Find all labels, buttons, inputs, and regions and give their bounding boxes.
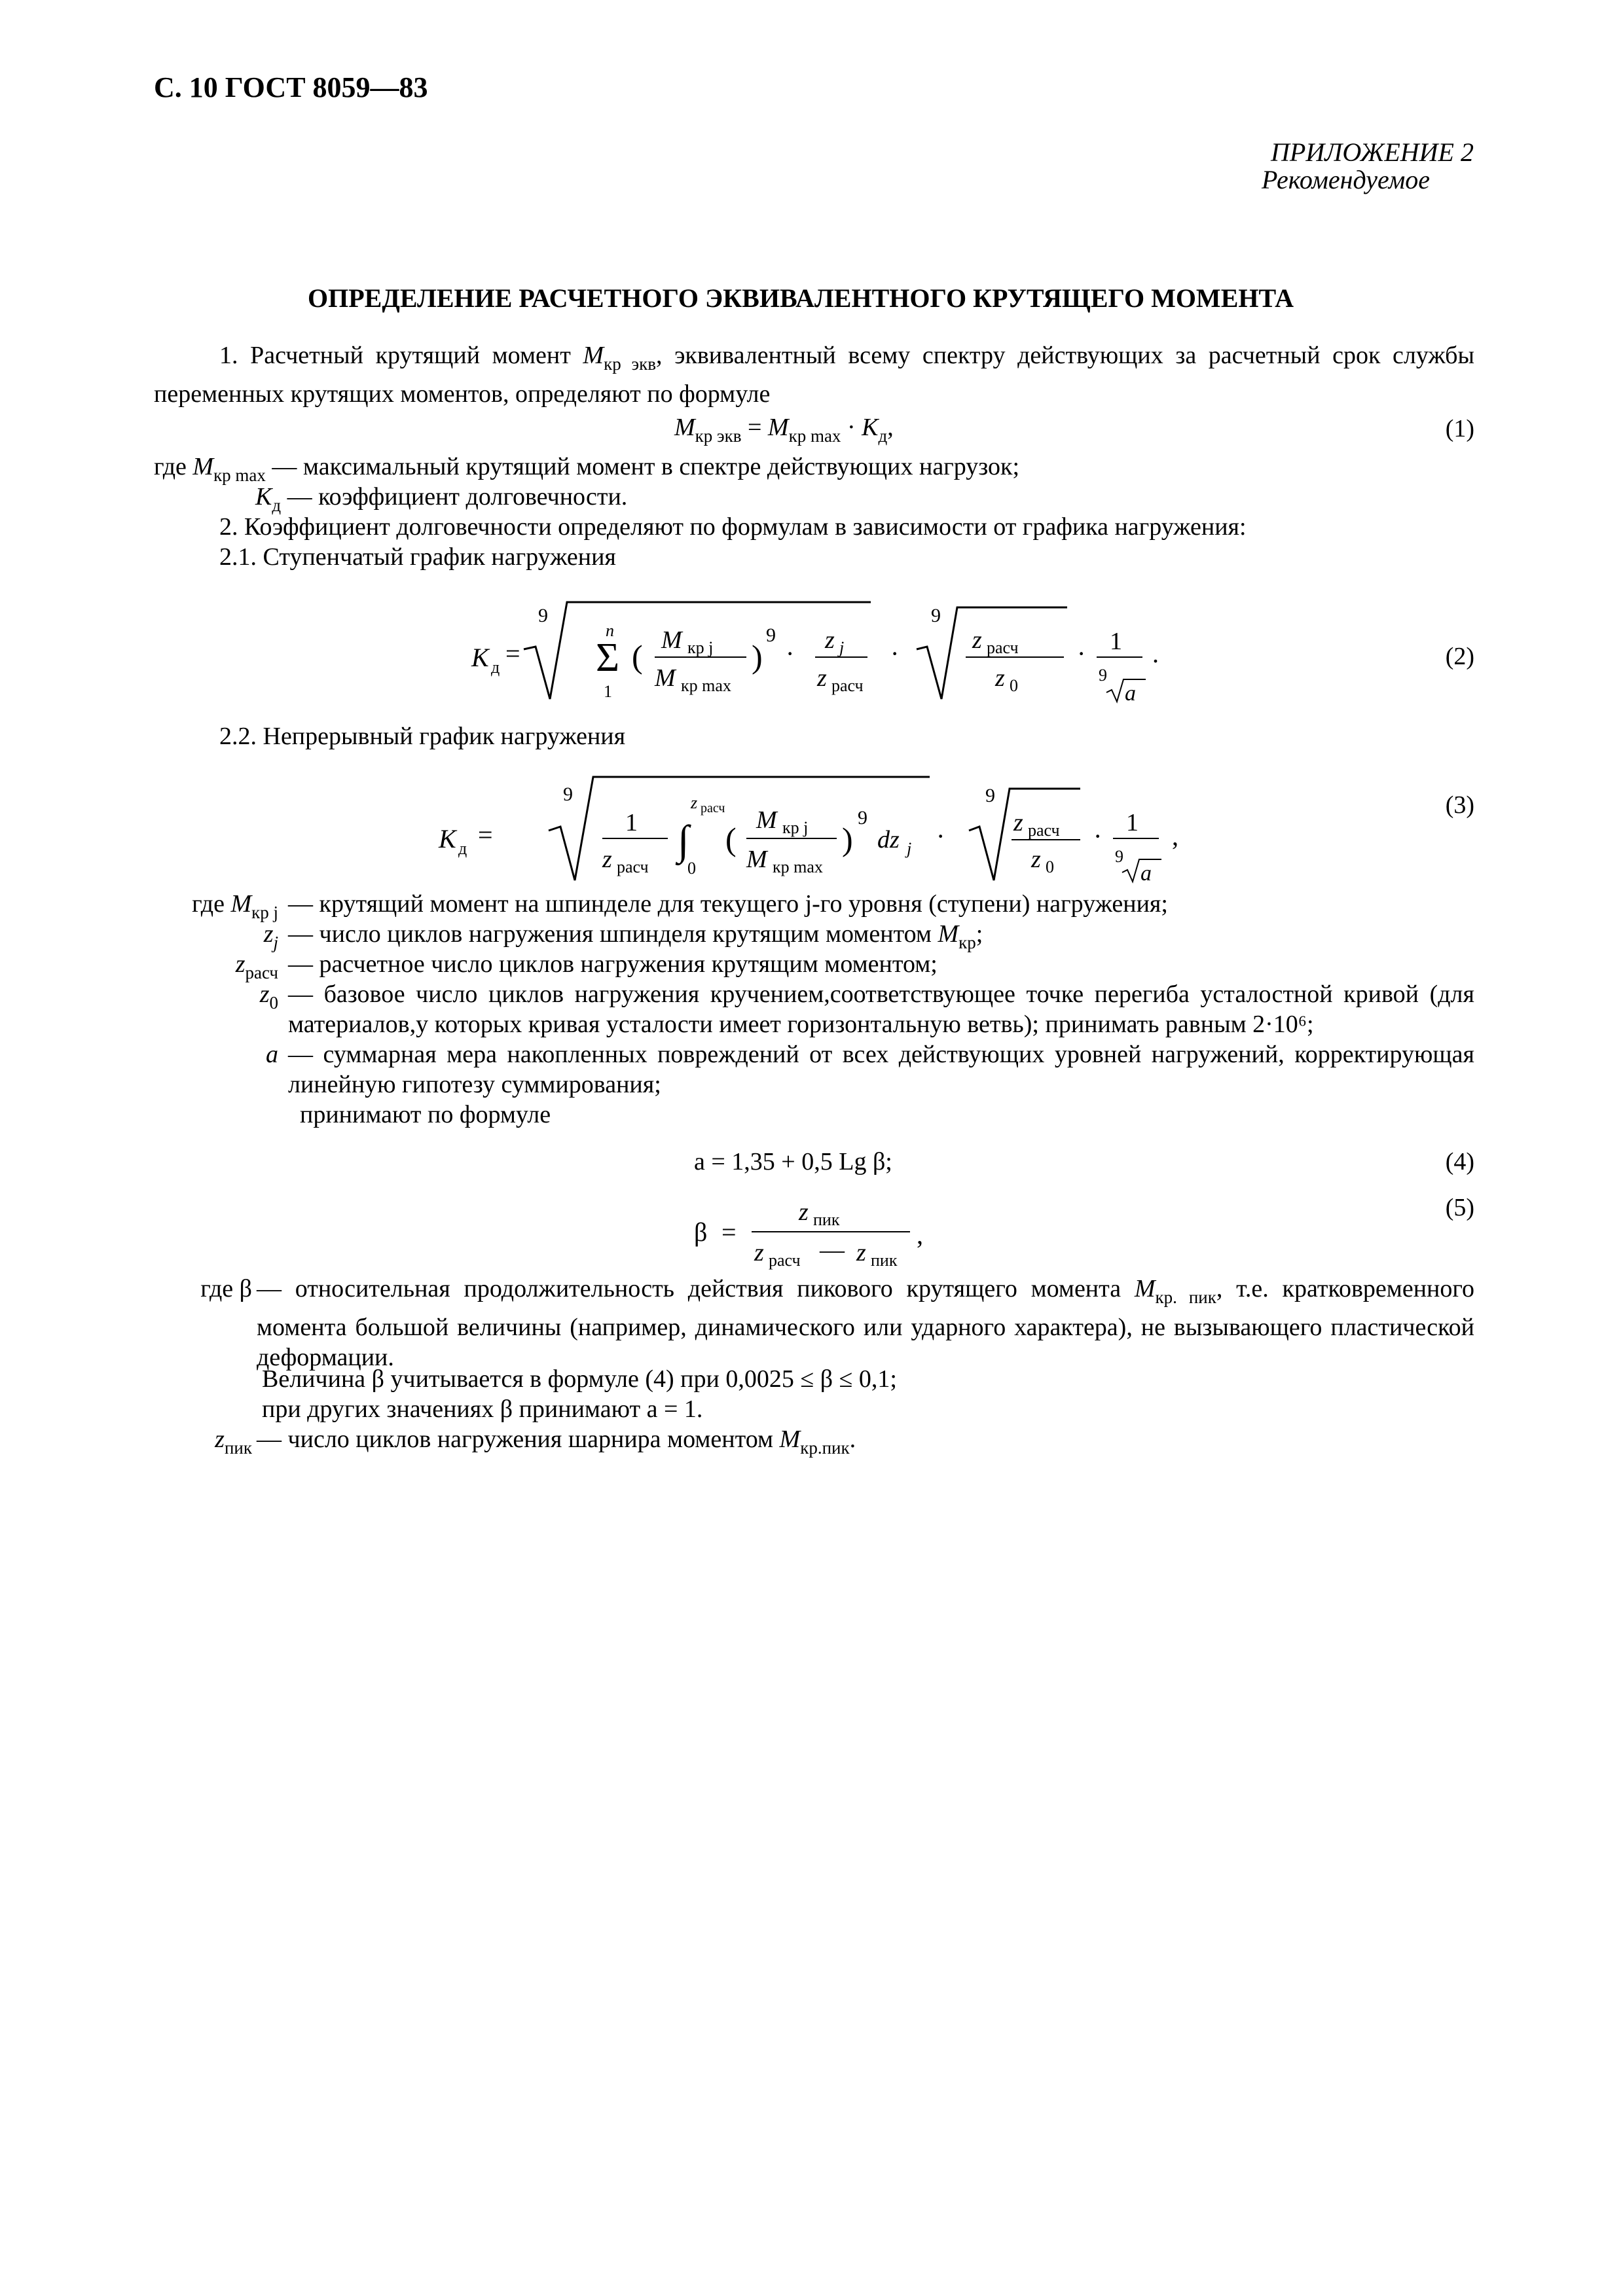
- section1-text-b: , эквивалентный всему спектру действующих за расчетный срок службы переменных крутящих моментов, определяют по формуле: [154, 342, 1474, 408]
- equation-2-number: (2): [1445, 643, 1474, 670]
- beta-note-1: Величина β учитывается в формуле (4) при 0,0025 ≤ β ≤ 0,1;: [262, 1365, 897, 1393]
- def-mmax-text: — максимальный крутящий момент в спектре действующих нагрузок;: [272, 453, 1020, 480]
- eq2-zj-sub: j: [839, 638, 845, 657]
- eq3-num-sub: кр j: [782, 818, 809, 837]
- svg-text:): ): [752, 638, 763, 675]
- eq5-den-z2: z: [856, 1239, 866, 1266]
- svg-text:=: =: [721, 1217, 737, 1247]
- def-beta-beta: β: [239, 1275, 252, 1302]
- eq5-num-z: z: [799, 1198, 809, 1226]
- eq1-m2: M: [767, 414, 789, 441]
- sub-ekv: кр экв: [604, 354, 656, 374]
- eq3-z0-sub: 0: [1046, 857, 1054, 876]
- def-beta-text: [257, 1274, 1474, 1372]
- def-zrasch-z: z: [235, 950, 246, 978]
- def-beta-where: где: [200, 1275, 234, 1302]
- symbol-m: M: [583, 342, 604, 369]
- def-zpik-z: z: [215, 1426, 225, 1453]
- eq3-frac-a: a: [1140, 861, 1152, 886]
- eq2-den-sub: кр max: [681, 676, 731, 695]
- def-z0-z: z: [259, 980, 270, 1008]
- eq3-root2-index: 9: [985, 785, 995, 806]
- eq3-int-lower: 0: [687, 859, 696, 878]
- svg-text:): ): [842, 821, 853, 857]
- def-zpik-sub: пик: [224, 1438, 252, 1458]
- def-zj-text: — число циклов нагружения шпинделя крутящим моментом $M_{кр}$;: [288, 920, 983, 952]
- eq2-num-m: M: [661, 626, 682, 654]
- section1-text-a: 1. Расчетный крутящий момент: [219, 342, 571, 369]
- def-zpik-text: — число циклов нагружения шарнира моментом $M_{кр.пик}$.: [257, 1426, 856, 1458]
- def-a-a: a: [266, 1041, 278, 1068]
- eq5-den-sub1: расч: [769, 1251, 801, 1270]
- svg-text:·: ·: [786, 639, 795, 668]
- svg-text:·: ·: [1093, 821, 1103, 851]
- eq3-power: 9: [858, 807, 867, 829]
- def-kd-sub: д: [272, 495, 282, 515]
- section2-step: 2.1. Ступенчатый график нагружения: [219, 543, 616, 571]
- eq5-den-z1: z: [754, 1239, 764, 1266]
- svg-text:—: —: [820, 1236, 845, 1264]
- eq3-den-sub: расч: [617, 857, 649, 876]
- eq1-k: K: [862, 414, 879, 441]
- eq3-den-m: M: [746, 846, 767, 873]
- def-zrasch-text: — расчетное число циклов нагружения крутящим моментом;: [288, 950, 938, 978]
- def-zj-z: z: [263, 920, 274, 948]
- eq3-num-one: 1: [625, 809, 638, 836]
- def-zpik-text-a: — число циклов нагружения шарнира моментом: [257, 1426, 774, 1453]
- eq2-frac-a: a: [1125, 681, 1136, 706]
- eq2-zr: z: [817, 664, 827, 692]
- eq2-den-m: M: [655, 664, 676, 692]
- eq2-root2-index: 9: [931, 605, 941, 626]
- eq2-z0: z: [995, 664, 1005, 692]
- eq5-den-sub2: пик: [871, 1251, 898, 1270]
- eq2-sub-d: д: [491, 658, 500, 677]
- page-code: С. 10 ГОСТ 8059—83: [154, 71, 428, 103]
- eq2-num-sub: кр j: [687, 638, 714, 657]
- equation-5: [681, 1190, 943, 1282]
- def-a-text: — суммарная мера накопленных повреждений от всех действующих уровней нагружений, корректирующая линейную гипотезу суммирования;: [288, 1041, 1474, 1098]
- svg-text:·: ·: [936, 821, 945, 851]
- def-mmax-where: где: [154, 453, 187, 480]
- svg-text:(: (: [632, 638, 643, 675]
- section2-intro: 2. Коэффициент долговечности определяют по формулам в зависимости от графика нагружения:: [219, 513, 1247, 541]
- eq2-frac-index: 9: [1099, 666, 1107, 685]
- def-z0-sub: 0: [269, 993, 278, 1013]
- def-zpik-m: M: [779, 1426, 801, 1453]
- def-kd-text: — коэффициент долговечности.: [287, 483, 628, 511]
- eq3-den-z: z: [602, 846, 612, 873]
- eq1-sub-d: д: [878, 426, 888, 446]
- def-z0-text: — базовое число циклов нагружения кручением,соответствующее точке перегиба усталостной кривой (для материалов,у которых кривая усталости имеет горизонтальную ветвь); принимать равным 2·10⁶;: [288, 980, 1474, 1038]
- eq2-zr2: z: [972, 626, 982, 654]
- def-z0-symbol: [154, 979, 278, 1018]
- eq3-k: K: [439, 824, 456, 853]
- def-zj-m: M: [938, 920, 959, 948]
- def-zj-sub: j: [273, 933, 278, 952]
- def-beta-text-a: — относительная продолжительность действия пикового крутящего момента: [257, 1275, 1122, 1302]
- def-zpik-m-sub: кр.пик: [800, 1438, 850, 1458]
- svg-text:=: =: [505, 639, 520, 668]
- eq1-sub-ekv: кр экв: [695, 426, 742, 446]
- def-mmax-symbol: M: [192, 453, 214, 480]
- equation-1: $M_{кр экв} = M_{кр max} \cdot K_д$,: [674, 414, 894, 446]
- eq3-den-max: кр max: [773, 857, 823, 876]
- document-title: ОПРЕДЕЛЕНИЕ РАСЧЕТНОГО ЭКВИВАЛЕНТНОГО КРУТЯЩЕГО МОМЕНТА: [308, 283, 1294, 313]
- eq3-dz-sub: j: [907, 839, 912, 858]
- eq3-z0: z: [1031, 846, 1041, 873]
- eq2-power: 9: [766, 624, 776, 646]
- eq3-int-upper: z: [691, 793, 698, 812]
- eq3-frac-index: 9: [1115, 847, 1123, 866]
- equation-3: [426, 762, 1244, 893]
- def-zrasch-sub: расч: [245, 963, 278, 982]
- def-mkrj-where: где: [192, 890, 225, 918]
- def-a-symbol: [154, 1039, 278, 1069]
- svg-text:(: (: [725, 821, 737, 857]
- def-mkrj-text: — крутящий момент на шпинделе для текущего j-го уровня (ступени) нагружения;: [288, 890, 1168, 918]
- equation-4: a = 1,35 + 0,5 Lg β;: [694, 1148, 892, 1175]
- equation-4-number: (4): [1445, 1148, 1474, 1175]
- def-mmax-sub: кр max: [213, 465, 266, 485]
- def-beta-m: M: [1134, 1275, 1156, 1302]
- def-beta-symbol: [154, 1274, 252, 1304]
- svg-text:,: ,: [1172, 821, 1178, 851]
- eq5-num-sub: пик: [813, 1210, 840, 1229]
- eq3-dz: dz: [877, 826, 900, 853]
- equation-3-number: (3): [1445, 791, 1474, 819]
- eq2-k: K: [471, 643, 489, 672]
- def-mkrj-m: M: [230, 890, 252, 918]
- eq3-integral: ∫: [678, 817, 689, 863]
- def-zj-text-a: — число циклов нагружения шпинделя крутящим моментом: [288, 920, 932, 948]
- def-beta-m-sub: кр. пик: [1155, 1287, 1216, 1307]
- eq2-sum-lower: 1: [604, 682, 612, 701]
- eq2-sigma: Σ: [596, 636, 620, 680]
- eq2-zr-sub: расч: [831, 676, 864, 695]
- svg-text:·: ·: [890, 639, 900, 668]
- svg-text:.: .: [1152, 639, 1159, 668]
- eq3-zr: z: [1013, 809, 1023, 836]
- equation-2: [458, 589, 1218, 720]
- eq2-sum-upper: n: [606, 621, 614, 640]
- eq3-frac-one: 1: [1126, 809, 1139, 836]
- section1-paragraph: [154, 340, 1474, 409]
- def-mkrj-sub: кр j: [251, 903, 278, 922]
- def-beta-text-b: , т.е. кратковременного момента большой величины (например, динамического или ударного характера), не вызывающего пластической деформации.: [257, 1275, 1475, 1371]
- def-kd-symbol: K: [255, 483, 272, 511]
- def-zj-m-sub: кр: [958, 933, 976, 952]
- svg-text:=: =: [478, 820, 493, 850]
- svg-text:·: ·: [1077, 639, 1086, 668]
- eq2-z0-sub: 0: [1010, 676, 1018, 695]
- equation-1-number: (1): [1445, 415, 1474, 442]
- appendix-label: ПРИЛОЖЕНИЕ 2: [1271, 137, 1474, 167]
- appendix-status: Рекомендуемое: [1261, 165, 1430, 194]
- eq2-root-index: 9: [538, 605, 548, 626]
- eq2-frac-one: 1: [1110, 628, 1122, 655]
- eq3-zr-sub: расч: [1028, 821, 1060, 840]
- eq2-zr2-sub: расч: [987, 638, 1019, 657]
- eq3-root-index: 9: [563, 783, 573, 805]
- eq1-sub-max: кр max: [788, 426, 841, 446]
- def-a-formula-note: принимают по формуле: [300, 1101, 551, 1128]
- beta-note-2: при других значениях β принимают a = 1.: [262, 1395, 703, 1423]
- eq3-num-m: M: [756, 806, 777, 834]
- eq1-m: M: [674, 414, 695, 441]
- equation-5-number: (5): [1445, 1194, 1474, 1221]
- def-zpik-symbol: [154, 1424, 252, 1463]
- eq3-sub-d: д: [458, 839, 467, 858]
- eq3-int-upper-sub: расч: [701, 801, 725, 816]
- eq2-zj: z: [825, 626, 835, 654]
- eq5-beta: β: [694, 1217, 708, 1247]
- svg-text:,: ,: [917, 1220, 923, 1249]
- section2-cont: 2.2. Непрерывный график нагружения: [219, 723, 626, 750]
